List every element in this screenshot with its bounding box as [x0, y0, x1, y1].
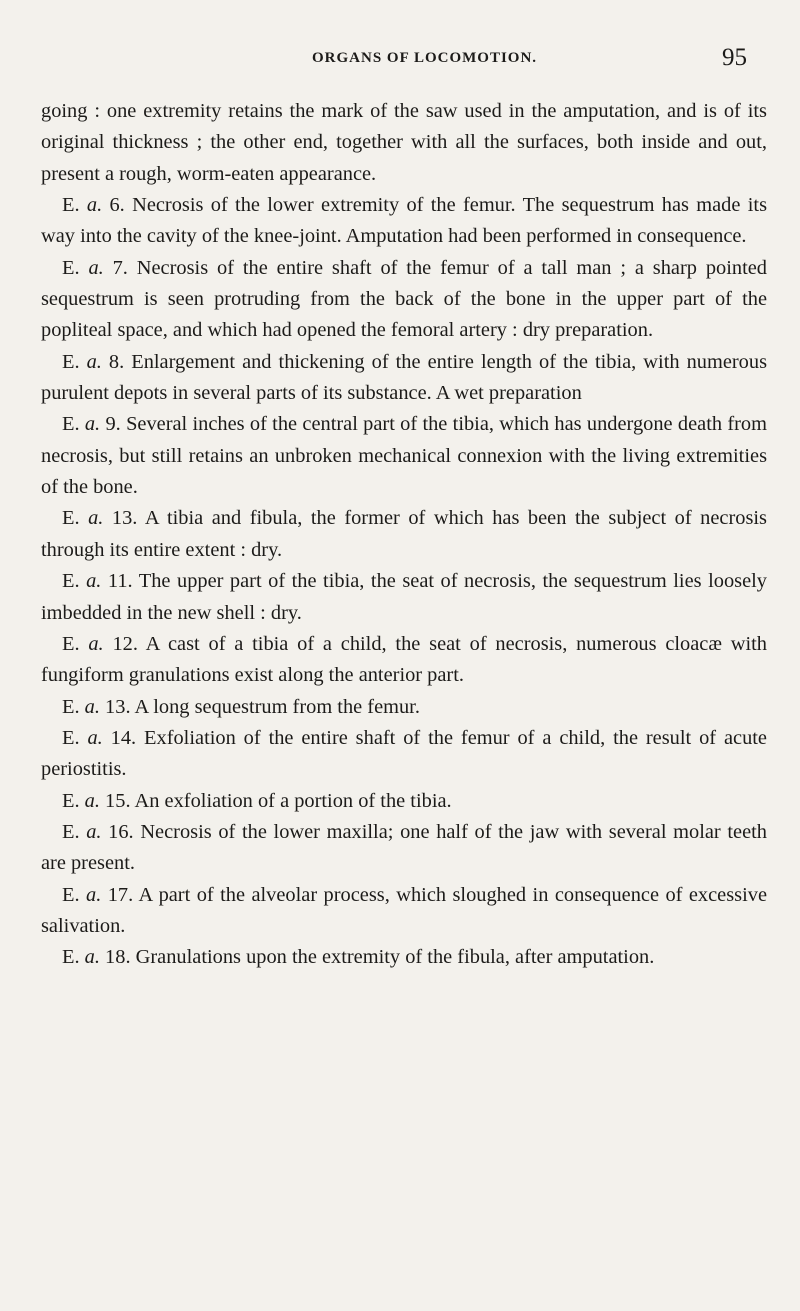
continued-paragraph — [41, 96, 767, 190]
entry-text: A long sequestrum from the femur. — [134, 695, 420, 718]
specimen-reference: E. a. 9. — [62, 413, 121, 436]
specimen-reference: E. a. 16. — [62, 820, 134, 843]
entry-text: A cast of a tibia of a child, the seat of necrosis, numerous cloacæ with fungiform granulations exist along the anterior part. — [41, 632, 767, 687]
specimen-entry — [41, 347, 767, 410]
running-head — [0, 44, 800, 74]
specimen-entry — [41, 253, 767, 347]
specimen-reference: E. a. 18. — [62, 946, 131, 969]
entry-text: Necrosis of the lower maxilla; one half of the jaw with several molar teeth are present. — [41, 820, 767, 875]
specimen-reference: E. a. 13. — [62, 695, 131, 718]
specimen-reference: E. a. 17. — [62, 883, 134, 906]
entry-text: going : one extremity retains the mark of the saw used in the amputation, and is of its original thickness ; the other end, together with all the surfaces, both inside and out, present a rough, worm-eaten appearance. — [41, 100, 767, 185]
entry-text: Granulations upon the extremity of the fibula, after amputation. — [135, 946, 655, 969]
specimen-entry — [41, 692, 767, 723]
specimen-reference: E. a. 8. — [62, 350, 125, 373]
running-title: ORGANS OF LOCOMOTION. — [312, 50, 538, 66]
body-text — [41, 96, 767, 974]
entry-text: Necrosis of the entire shaft of the femur of a tall man ; a sharp pointed sequestrum is seen protruding from the back of the bone in the upper part of the popliteal space, and which had opened the femoral artery : dry preparation. — [41, 256, 767, 342]
entry-text: The upper part of the tibia, the seat of necrosis, the sequestrum lies loosely imbedded in the new shell : dry. — [41, 570, 767, 624]
specimen-reference: E. a. 6. — [62, 194, 125, 217]
specimen-reference: E. a. 12. — [62, 632, 138, 655]
specimen-entry — [41, 723, 767, 786]
specimen-reference: E. a. 11. — [62, 570, 133, 593]
specimen-entry — [41, 566, 767, 629]
entry-text: An exfoliation of a portion of the tibia. — [134, 789, 452, 812]
specimen-entry — [41, 786, 767, 817]
specimen-reference: E. a. 7. — [62, 256, 128, 279]
entry-text: A part of the alveolar process, which sloughed in consequence of excessive salivation. — [41, 883, 767, 937]
entry-text: Necrosis of the lower extremity of the femur. The sequestrum has made its way into the cavity of the knee-joint. Amputation had been performed in consequence. — [41, 194, 767, 248]
specimen-entry — [41, 817, 767, 880]
entry-text: Enlargement and thickening of the entire length of the tibia, with numerous purulent depots in several parts of its substance. A wet preparation — [41, 350, 768, 405]
specimen-reference: E. a. 15. — [62, 789, 131, 812]
entry-text: Several inches of the central part of the tibia, which has undergone death from necrosis, but still retains an unbroken mechanical connexion with the living extremities of the bone. — [41, 413, 767, 499]
entry-text: A tibia and fibula, the former of which has been the subject of necrosis through its entire extent : dry. — [41, 507, 767, 561]
specimen-entry — [41, 190, 767, 253]
specimen-reference: E. a. 13. — [62, 507, 138, 530]
page-number: 95 — [722, 44, 747, 71]
entry-text: Exfoliation of the entire shaft of the femur of a child, the result of acute periostitis. — [41, 726, 767, 781]
specimen-entry — [41, 629, 767, 692]
specimen-entry — [41, 942, 767, 973]
specimen-entry — [41, 503, 767, 566]
specimen-entry — [41, 409, 767, 503]
specimen-reference: E. a. 14. — [62, 726, 137, 749]
specimen-entry — [41, 880, 767, 943]
